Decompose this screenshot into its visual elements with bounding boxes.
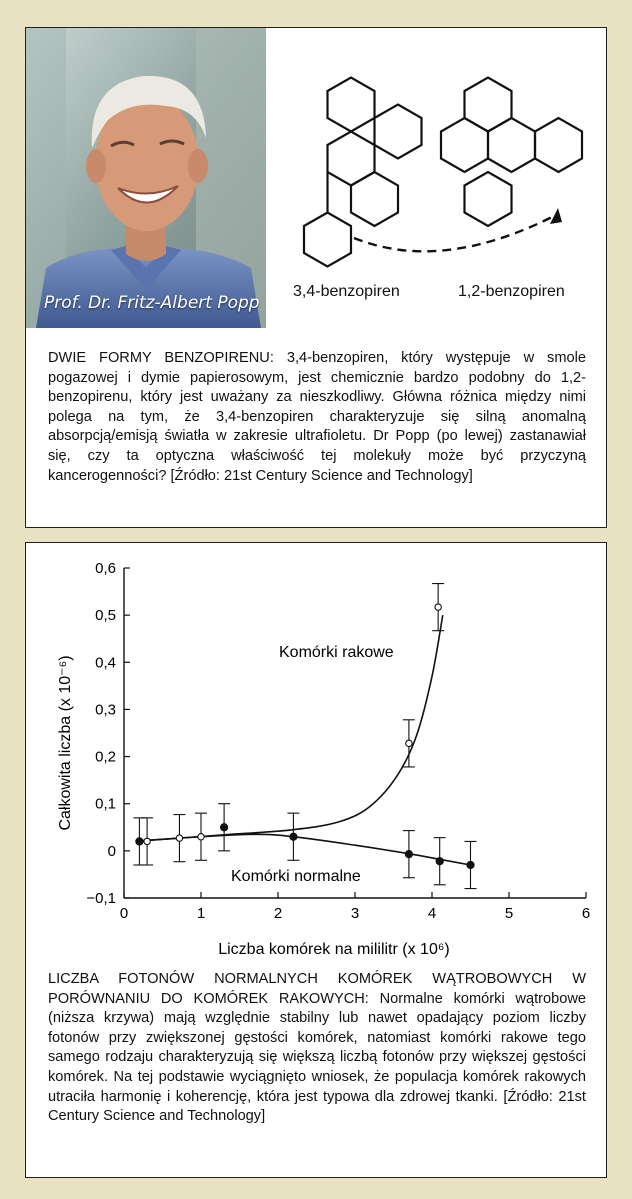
ring — [328, 78, 375, 132]
y-tick-label: 0,2 — [95, 748, 116, 766]
y-tick-label: 0,6 — [95, 560, 116, 577]
normal-data-point — [221, 824, 228, 831]
x-tick-label: 2 — [273, 905, 283, 922]
caption-body: 3,4-benzopiren, który występuje w smole pogazowej i dymie papierosowym, jest chemicznie bardzo podobny do 1,2-benzopirenu, który jest uważany za nieszkodliwy. Główna różnica między nimi polega na tym, że 3,4-benzopiren charakteryzuje się silną anomalną absorpcją/emisją światła w zakresie ultrafioletu. Dr Popp (po lewej) zastanawiał się, czy ta optyczna właściwość tej molekuły może być przyczyną kancerogenności? [Źródło: 21st Century Science and Technology] — [48, 350, 586, 484]
x-tick-label: 1 — [196, 905, 206, 922]
caption-heading: DWIE FORMY BENZOPIRENU: — [48, 350, 274, 366]
cancer-data-point — [198, 834, 204, 840]
cancer-data-point — [144, 838, 150, 844]
photon-count-panel — [25, 542, 607, 1178]
portrait-photo — [26, 28, 266, 328]
ring — [488, 118, 535, 172]
y-tick-label: 0,1 — [95, 795, 116, 813]
portrait-illustration — [26, 28, 266, 328]
x-tick-label: 6 — [581, 905, 591, 922]
normal-cells-curve — [139, 834, 470, 865]
normal-data-point — [467, 861, 474, 868]
x-tick-label: 0 — [119, 905, 129, 922]
caption-heading: LICZBA FOTONÓW NORMALNYCH KOMÓREK WĄTROBOWYCH W PORÓWNANIU DO KOMÓREK RAKOWYCH: — [48, 971, 586, 1007]
chart-axes — [124, 568, 586, 898]
y-tick-label: 0,3 — [95, 701, 116, 719]
x-tick-label: 3 — [350, 905, 360, 922]
ring — [375, 105, 422, 159]
y-axis-label: Całkowita liczba (x 10⁻⁶) — [57, 655, 74, 831]
caption-body: Normalne komórki wątrobowe (niższa krzywa) mają względnie stabilny lub nawet opadający poziom liczby fotonów przy zwiększonej gęstości komórek, natomiast komórki rakowe tego samego rodzaju charakteryzują się większą liczbą fotonów przy większej gęstości komórek. Na tej podstawie wyciągnięto wniosek, że populacja komórek rakowych utraciła harmonię i koherencję, która jest typowa dla zdrowej tkanki. [Źródło: 21st Century Science and Technology] — [48, 990, 586, 1125]
normal-data-point — [290, 833, 297, 840]
photon-count-caption — [48, 970, 586, 1127]
molecule-left-label: 3,4-benzopiren — [293, 283, 400, 300]
y-tick-label: 0,4 — [95, 654, 116, 672]
ring — [535, 118, 582, 172]
x-tick-label: 5 — [504, 905, 514, 922]
ring — [351, 172, 398, 226]
benzopyrene-caption — [48, 349, 586, 486]
benzopyrene-panel — [25, 27, 607, 528]
cancer-cells-annotation: Komórki rakowe — [279, 644, 394, 661]
y-tick-label: −0,1 — [86, 890, 116, 907]
normal-data-point — [405, 851, 412, 858]
ring — [465, 78, 512, 132]
ring — [465, 172, 512, 226]
chart-points — [133, 584, 476, 889]
ring — [304, 213, 351, 267]
normal-data-point — [136, 838, 143, 845]
x-tick-label: 4 — [427, 905, 437, 922]
normal-data-point — [436, 858, 443, 865]
benzopyrene-structures — [286, 58, 606, 278]
photo-caption: Prof. Dr. Fritz-Albert Popp — [44, 293, 260, 313]
ring — [441, 118, 488, 172]
cancer-data-point — [435, 604, 441, 610]
y-tick-label: 0,5 — [95, 607, 116, 625]
molecule-right-label: 1,2-benzopiren — [458, 283, 565, 300]
y-tick-label: 0 — [107, 842, 116, 860]
x-axis-label: Liczba komórek na mililitr (x 10⁶) — [218, 941, 450, 958]
ring — [328, 132, 375, 186]
cancer-data-point — [176, 835, 182, 841]
arrowhead — [550, 208, 562, 224]
photon-count-chart — [26, 543, 608, 963]
cancer-data-point — [406, 740, 412, 746]
normal-cells-annotation: Komórki normalne — [231, 868, 361, 885]
